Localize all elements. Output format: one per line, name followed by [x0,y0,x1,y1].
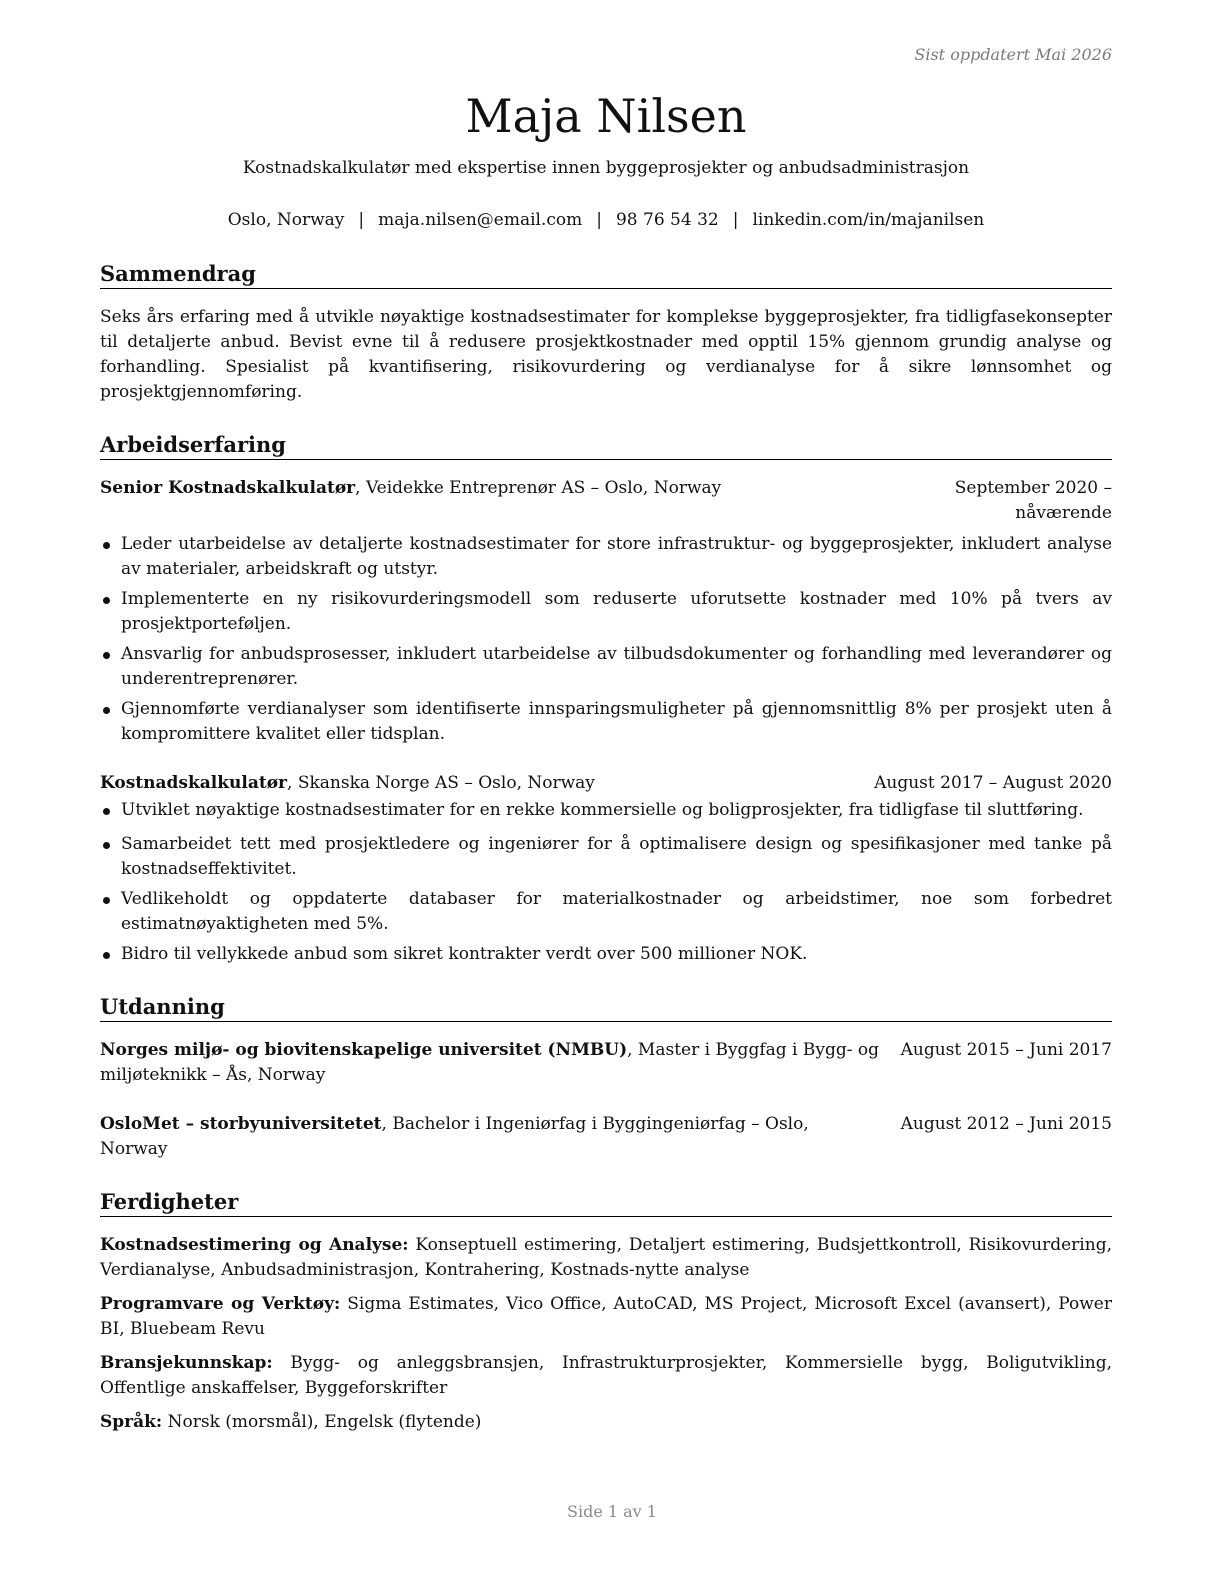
bullet-icon [103,808,110,815]
tagline: Kostnadskalkulatør med ekspertise innen byggeprosjekter og anbudsadministrasjon [242,158,970,178]
bullet-text: Gjennomførte verdianalyser som identifiserte innsparingsmuligheter på gjennomsnittlig 8% per prosjekt uten å kompromittere kvalitet eller tidsplan. [121,699,1112,744]
contact-separator: | [358,210,365,230]
skill-label: Programvare og Verktøy: [100,1294,341,1314]
job-entry [100,476,1112,747]
section-title-skills: Ferdigheter [100,1188,1112,1217]
bullet-text: Samarbeidet tett med prosjektledere og ingeniører for å optimalisere design og spesifikasjoner med tanke på kostnadseffektivitet. [121,834,1112,879]
job-role: Kostnadskalkulatør [100,773,288,793]
education-school: OsloMet – storbyuniversitetet [100,1114,382,1134]
skill-value: Bygg- og anleggsbransjen, Infrastrukturprosjekter, Kommersielle bygg, Boligutvikling, Offentlige anskaffelser, Byggeforskrifter [100,1353,1112,1398]
contact-separator: | [732,210,739,230]
list-item [100,532,1112,582]
job-title-line [100,476,876,526]
bullet-icon [103,597,110,604]
job-header [100,771,1112,796]
education-line [100,1112,901,1162]
bullet-icon [103,542,110,549]
summary-text: Seks års erfaring med å utvikle nøyaktige kostnadsestimater for komplekse byggeprosjekter, fra tidligfasekonsepter til detaljerte anbud. Bevist evne til å redusere prosjektkostnader med opptil 15% gjennom grundig analyse og forhandling. Spesialist på kvantifisering, risikovurdering og verdianalyse for å sikre lønnsomhet og prosjektgjennomføring. [100,307,1112,402]
education-school: Norges miljø- og biovitenskapelige universitet (NMBU) [100,1040,628,1060]
bullet-text: Ansvarlig for anbudsprosesser, inkludert utarbeidelse av tilbudsdokumenter og forhandling med leverandører og underentreprenører. [121,644,1112,689]
section-title-experience: Arbeidserfaring [100,431,1112,460]
list-item [100,697,1112,747]
section-title-education: Utdanning [100,993,1112,1022]
bullet-icon [103,842,110,849]
skill-label: Bransjekunnskap: [100,1353,273,1373]
job-details: , Veidekke Entreprenør AS – Oslo, Norway [355,478,722,498]
list-item [100,832,1112,882]
bullet-text: Implementerte en ny risikovurderingsmodell som reduserte uforutsette kostnader med 10% på tvers av prosjektporteføljen. [121,589,1112,634]
bullet-icon [103,952,110,959]
education-details: , Master i Byggfag i Bygg- og miljøteknikk – Ås, Norway [100,1040,880,1085]
candidate-name: Maja Nilsen [465,89,747,143]
list-item [100,887,1112,937]
skill-entry [100,1233,1112,1283]
job-dates: September 2020 – nåværende [954,478,1112,523]
job-bullets [100,798,1112,967]
bullet-text: Bidro til vellykkede anbud som sikret kontrakter verdt over 500 millioner NOK. [121,944,808,964]
last-updated: Sist oppdatert Mai 2026 [914,45,1112,64]
skill-value: Norsk (morsmål), Engelsk (flytende) [162,1412,482,1432]
contact-email[interactable]: maja.nilsen@email.com [378,210,583,230]
skill-entry [100,1292,1112,1342]
contact-linkedin[interactable]: linkedin.com/in/majanilsen [752,210,985,230]
skill-label: Språk: [100,1412,163,1432]
skill-value: Sigma Estimates, Vico Office, AutoCAD, MS Project, Microsoft Excel (avansert), Power BI, Bluebeam Revu [100,1294,1112,1339]
resume-page [100,40,1112,1435]
contact-location: Oslo, Norway [227,210,345,230]
skill-label: Kostnadsestimering og Analyse: [100,1235,409,1255]
skill-entry [100,1410,1112,1435]
education-dates: August 2015 – Juni 2017 [900,1040,1112,1060]
job-details: , Skanska Norge AS – Oslo, Norway [287,773,595,793]
skill-entry [100,1351,1112,1401]
list-item [100,642,1112,692]
bullet-icon [103,897,110,904]
education-details: , Bachelor i Ingeniørfag i Byggingeniørfag – Oslo, Norway [100,1114,809,1159]
bullet-text: Leder utarbeidelse av detaljerte kostnadsestimater for store infrastruktur- og byggeprosjekter, inkludert analyse av materialer, arbeidskraft og utstyr. [121,534,1112,579]
bullet-text: Vedlikeholdt og oppdaterte databaser for materialkostnader og arbeidstimer, noe som forbedret estimatnøyaktigheten med 5%. [121,889,1112,934]
job-dates: August 2017 – August 2020 [874,773,1112,793]
job-header [100,476,1112,526]
bullet-icon [103,707,110,714]
section-title-summary: Sammendrag [100,260,1112,289]
page-number: Side 1 av 1 [567,1502,657,1521]
job-title-line [100,771,874,796]
education-entry [100,1038,1112,1088]
education-dates: August 2012 – Juni 2015 [900,1114,1112,1134]
education-entry [100,1112,1112,1162]
job-role: Senior Kostnadskalkulatør [100,478,356,498]
list-item [100,587,1112,637]
contact-separator: | [596,210,602,230]
bullet-text: Utviklet nøyaktige kostnadsestimater for en rekke kommersielle og boligprosjekter, fra tidligfase til sluttføring. [121,800,1084,820]
list-item [100,942,1112,967]
job-entry [100,771,1112,967]
list-item [100,798,1112,823]
education-line [100,1038,901,1088]
contact-line [100,208,1112,232]
job-bullets [100,532,1112,747]
bullet-icon [103,652,110,659]
contact-phone: 98 76 54 32 [615,210,719,230]
skill-value: Konseptuell estimering, Detaljert estimering, Budsjettkontroll, Risikovurdering, Verdianalyse, Anbudsadministrasjon, Kontrahering, Kostnads-nytte analyse [100,1235,1112,1280]
